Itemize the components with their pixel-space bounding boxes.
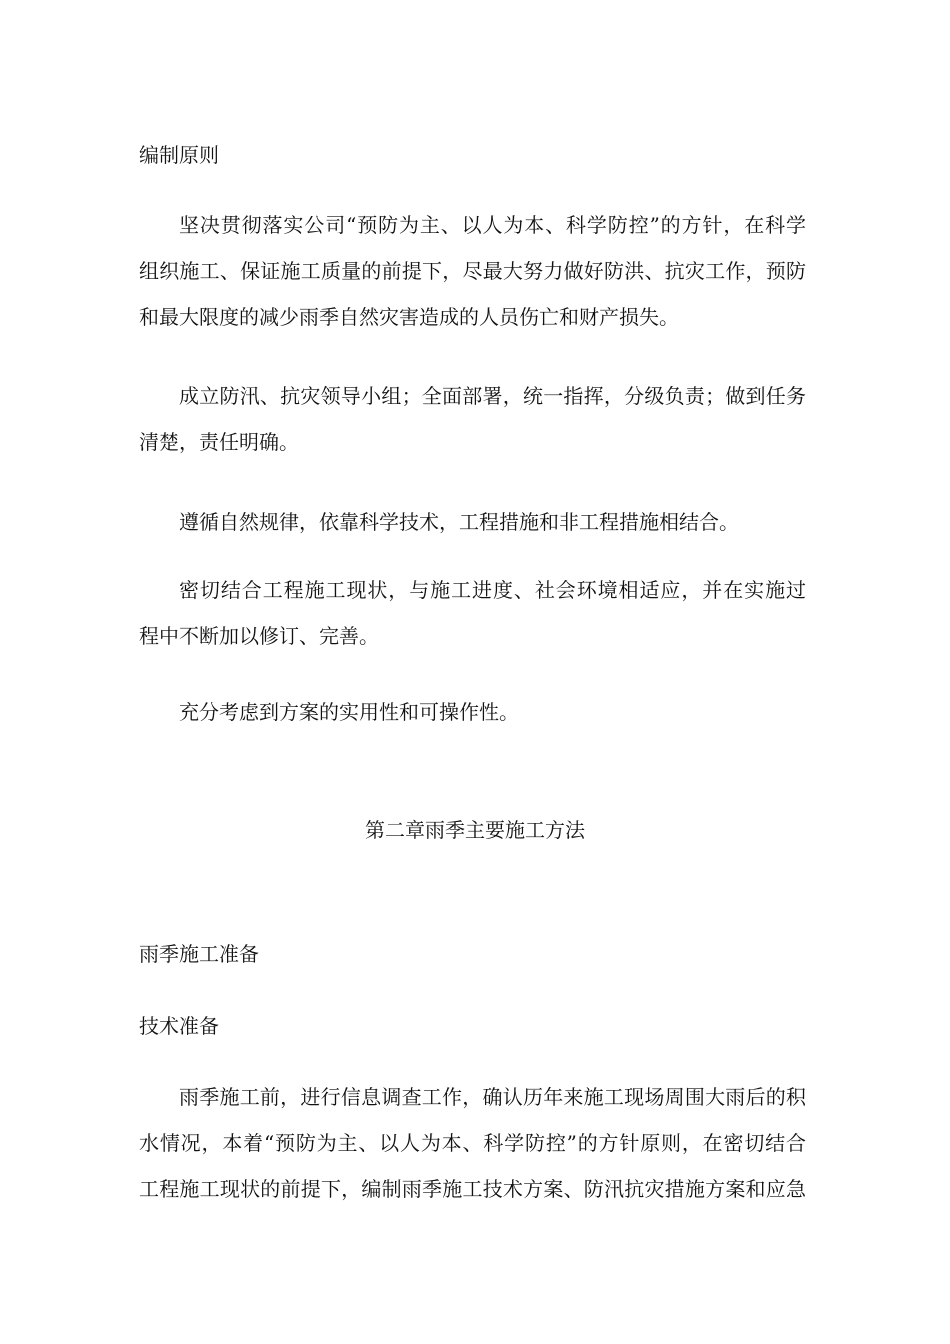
paragraph-line: 工程施工现状的前提下，编制雨季施工技术方案、防汛抗灾措施方案和应急	[139, 1177, 806, 1201]
principles-heading: 编制原则	[139, 143, 219, 167]
paragraph-line: 成立防汛、抗灾领导小组；全面部署，统一指挥，分级负责；做到任务	[179, 384, 806, 408]
paragraph-leadership	[139, 384, 806, 476]
paragraph-line: 组织施工、保证施工质量的前提下，尽最大努力做好防洪、抗灾工作，预防	[139, 259, 806, 283]
chapter-title: 第二章雨季主要施工方法	[365, 818, 585, 842]
paragraph-guideline	[139, 213, 806, 351]
paragraph-line: 遵循自然规律，依靠科学技术，工程措施和非工程措施相结合。	[179, 510, 739, 534]
prep-heading: 雨季施工准备	[139, 942, 259, 966]
paragraph-line: 雨季施工前，进行信息调查工作，确认历年来施工现场周围大雨后的积	[179, 1085, 806, 1109]
paragraph-tech-prep	[139, 1085, 806, 1223]
paragraph-line: 坚决贯彻落实公司“预防为主、以人为本、科学防控”的方针，在科学	[179, 213, 806, 237]
paragraph-status	[139, 578, 806, 670]
paragraph-line: 和最大限度的减少雨季自然灾害造成的人员伤亡和财产损失。	[139, 305, 679, 329]
paragraph-practical	[139, 700, 806, 746]
paragraph-line: 程中不断加以修订、完善。	[139, 624, 379, 648]
paragraph-line: 充分考虑到方案的实用性和可操作性。	[179, 700, 519, 724]
paragraph-line: 密切结合工程施工现状，与施工进度、社会环境相适应，并在实施过	[179, 578, 806, 602]
tech-heading: 技术准备	[139, 1014, 219, 1038]
paragraph-line: 清楚，责任明确。	[139, 430, 299, 454]
paragraph-line: 水情况，本着“预防为主、以人为本、科学防控”的方针原则，在密切结合	[139, 1131, 806, 1155]
paragraph-nature	[139, 510, 806, 556]
